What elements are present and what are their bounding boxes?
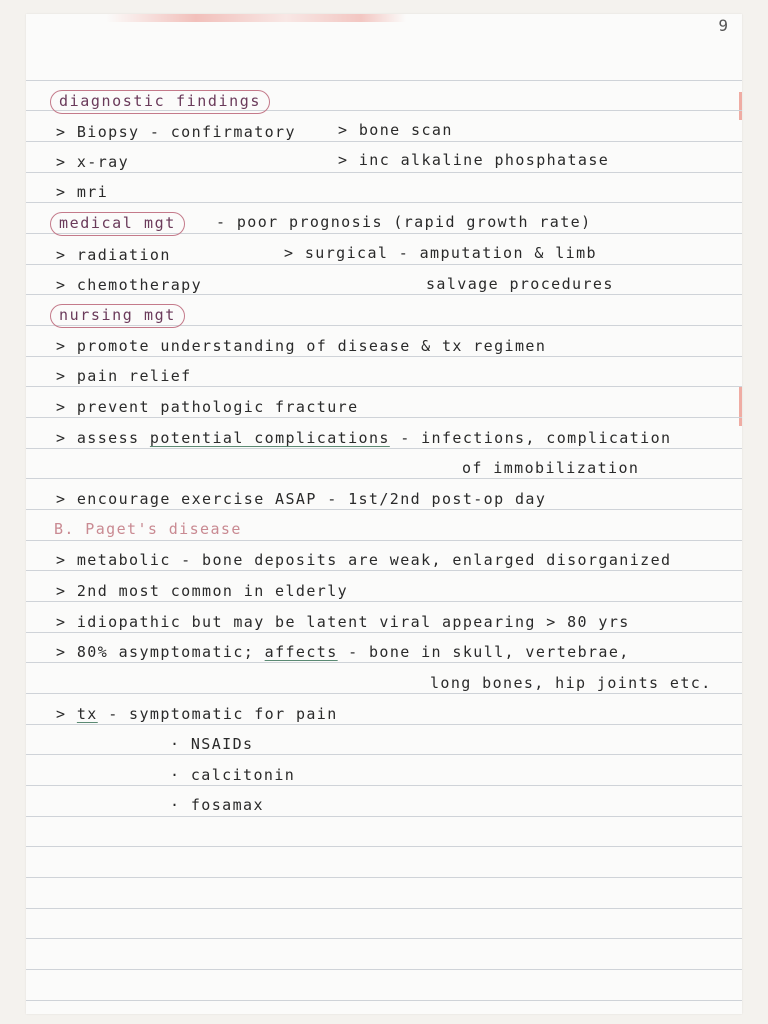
list-item: > assess potential complications - infections, complication — [56, 429, 672, 447]
list-item: > metabolic - bone deposits are weak, enlarged disorganized — [56, 551, 672, 569]
ruled-line — [26, 570, 742, 571]
list-item-continuation: long bones, hip joints etc. — [430, 674, 712, 692]
nursing-mgt-heading: nursing mgt — [50, 304, 185, 328]
ruled-line — [26, 877, 742, 878]
ruled-line — [26, 356, 742, 357]
list-item: > inc alkaline phosphatase — [338, 151, 610, 169]
underlined-text: affects — [264, 643, 338, 661]
ruled-line — [26, 785, 742, 786]
list-item: > bone scan — [338, 121, 453, 139]
ruled-line — [26, 632, 742, 633]
ruled-line — [26, 601, 742, 602]
ruled-line — [26, 908, 742, 909]
ruled-line — [26, 509, 742, 510]
list-item: > radiation — [56, 246, 171, 264]
list-item: > prevent pathologic fracture — [56, 398, 359, 416]
list-item: > idiopathic but may be latent viral appearing > 80 yrs — [56, 613, 630, 631]
ruled-line — [26, 969, 742, 970]
ruled-line — [26, 1000, 742, 1001]
list-item: > mri — [56, 183, 109, 201]
medical-mgt-heading: medical mgt — [50, 212, 185, 236]
ruled-line — [26, 846, 742, 847]
ruled-line — [26, 172, 742, 173]
list-item: > surgical - amputation & limb — [284, 244, 597, 262]
list-item: > Biopsy - confirmatory — [56, 123, 296, 141]
edge-mark — [739, 92, 742, 120]
top-stain — [106, 14, 406, 22]
sub-list-item: · fosamax — [170, 796, 264, 814]
ruled-line — [26, 693, 742, 694]
tx-label: tx — [76, 705, 98, 723]
ruled-line — [26, 417, 742, 418]
edge-mark — [739, 386, 742, 426]
ruled-line — [26, 141, 742, 142]
list-item: > 2nd most common in elderly — [56, 582, 349, 600]
ruled-line — [26, 386, 742, 387]
sub-list-item: · calcitonin — [170, 766, 296, 784]
list-item: > 80% asymptomatic; affects - bone in skull, vertebrae, — [56, 643, 630, 661]
list-item: > chemotherapy — [56, 276, 203, 294]
ruled-line — [26, 540, 742, 541]
ruled-line — [26, 264, 742, 265]
ruled-line — [26, 202, 742, 203]
notebook-page — [26, 14, 742, 1014]
ruled-line — [26, 724, 742, 725]
ruled-line — [26, 816, 742, 817]
underlined-text: potential complications — [149, 429, 390, 447]
ruled-line — [26, 478, 742, 479]
list-item: > pain relief — [56, 367, 192, 385]
list-item: > x-ray — [56, 153, 130, 171]
ruled-line — [26, 662, 742, 663]
list-item-continuation: of immobilization — [462, 459, 640, 477]
page-number: 9 — [718, 16, 728, 35]
list-item: > promote understanding of disease & tx regimen — [56, 337, 547, 355]
diagnostic-findings-heading: diagnostic findings — [50, 90, 270, 114]
ruled-line — [26, 294, 742, 295]
ruled-line — [26, 754, 742, 755]
pagets-disease-heading: B. Paget's disease — [54, 520, 242, 538]
list-item: > tx - symptomatic for pain — [56, 705, 338, 723]
ruled-line — [26, 80, 742, 81]
list-item-continuation: salvage procedures — [426, 275, 614, 293]
ruled-line — [26, 938, 742, 939]
list-item: > encourage exercise ASAP - 1st/2nd post-op day — [56, 490, 547, 508]
ruled-line — [26, 448, 742, 449]
medical-note: - poor prognosis (rapid growth rate) — [216, 213, 592, 231]
sub-list-item: · NSAIDs — [170, 735, 254, 753]
